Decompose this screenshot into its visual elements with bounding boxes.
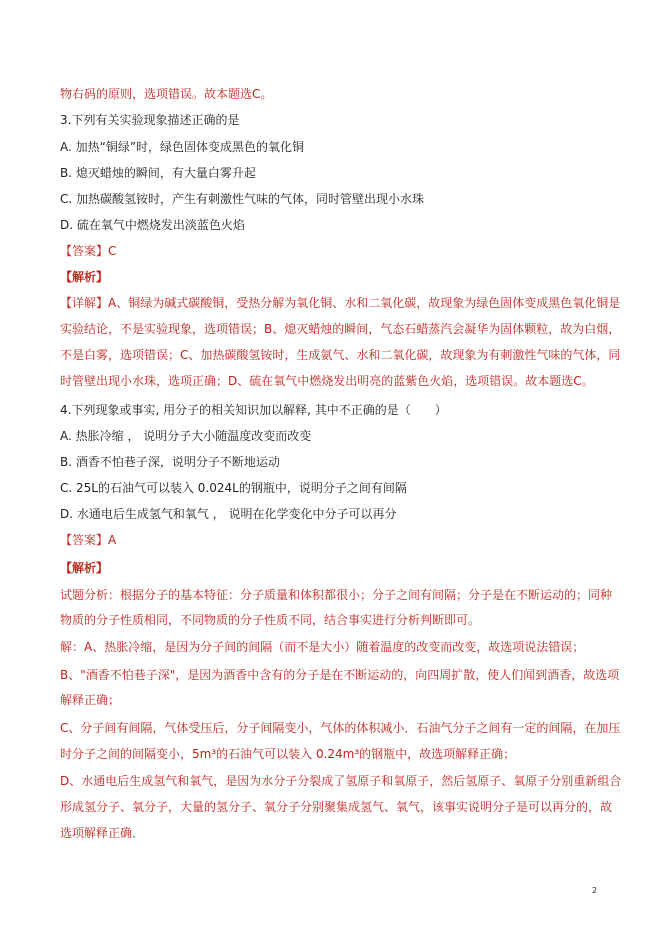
explanation-line: 时管壁出现小水珠，选项正确；D、硫在氧气中燃烧发出明亮的蓝紫色火焰，选项错误。故本题选C。 — [60, 374, 594, 388]
explanation-line: 【详解】A、铜绿为碱式碳酸铜，受热分解为氧化铜、水和二氧化碳，故现象为绿色固体变成黑色氧化铜是 — [60, 296, 621, 310]
answer-label: 【答案】A — [60, 533, 117, 547]
explanation-line: 时分子之间的间隔变小，5m³的石油气可以装入 0.24m³的钢瓶中，故选项解释正确； — [60, 747, 516, 761]
explanation-line: 不是白雾，选项错误；C、加热碳酸氢铵时，生成氨气、水和二氧化碳，故现象为有刺激性气味的气体，同 — [60, 348, 621, 362]
text-line: 物右码的原则，选项错误。故本题选C。 — [60, 87, 273, 101]
question-3-stem: 3.下列有关实验现象描述正确的是 — [60, 113, 240, 127]
explanation-line: 解：A、热胀冷缩，是因为分子间的间隔（而不是大小）随着温度的改变而改变，故选项说法错误； — [60, 640, 585, 654]
analysis-label: 【解析】 — [60, 561, 109, 575]
explanation-line: 实验结论，不是实验现象，选项错误；B、熄灭蜡烛的瞬间，气态石蜡蒸汽会凝华为固体颗粒，故为白烟， — [60, 322, 621, 336]
explanation-line: C、分子间有间隔，气体受压后，分子间隔变小，气体的体积减小．石油气分子之间有一定的间隔，在加压 — [60, 721, 621, 735]
explanation-line: 形成氢分子、氧分子，大量的氢分子、氧分子分别聚集成氢气、氧气，该事实说明分子是可以再分的，故 — [60, 800, 613, 814]
question-3-option-a: A. 加热“铜绿”时，绿色固体变成黑色的氧化铜 — [60, 140, 305, 154]
question-4-option-a: A. 热胀冷缩 ， 说明分子大小随温度改变而改变 — [60, 429, 312, 443]
explanation-line: B、"酒香不怕巷子深"，是因为酒香中含有的分子是在不断运动的，向四周扩散，使人们闻到酒香，故选项 — [60, 668, 620, 682]
explanation-line: 试题分析：根据分子的基本特征：分子质量和体积都很小；分子之间有间隔；分子是在不断运动的；同种 — [60, 588, 613, 602]
explanation-line: 物质的分子性质相同，不同物质的分子性质不同，结合事实进行分析判断即可。 — [60, 613, 481, 627]
explanation-line: D、水通电后生成氢气和氧气，是因为水分子分裂成了氢原子和氧原子，然后氢原子、氧原子分别重新组合 — [60, 774, 622, 788]
question-3-option-c: C. 加热碳酸氢铵时，产生有刺激性气味的气体，同时管壁出现小水珠 — [60, 192, 425, 206]
explanation-line: 解释正确； — [60, 693, 121, 707]
question-4-option-d: D. 水通电后生成氢气和氧气 ， 说明在化学变化中分子可以再分 — [60, 507, 397, 521]
answer-label: 【答案】C — [60, 244, 117, 258]
analysis-label: 【解析】 — [60, 270, 109, 284]
page-number: 2 — [592, 886, 598, 895]
question-4-stem: 4.下列现象或事实, 用分子的相关知识加以解释, 其中不正确的是（ ） — [60, 403, 447, 417]
question-4-option-c: C. 25L的石油气可以装入 0.024L的钢瓶中，说明分子之间有间隔 — [60, 481, 407, 495]
explanation-line: 选项解释正确． — [60, 826, 145, 840]
question-4-option-b: B. 酒香不怕巷子深，说明分子不断地运动 — [60, 455, 280, 469]
question-3-option-d: D. 硫在氧气中燃烧发出淡蓝色火焰 — [60, 218, 245, 232]
question-3-option-b: B. 熄灭蜡烛的瞬间，有大量白雾升起 — [60, 166, 256, 180]
